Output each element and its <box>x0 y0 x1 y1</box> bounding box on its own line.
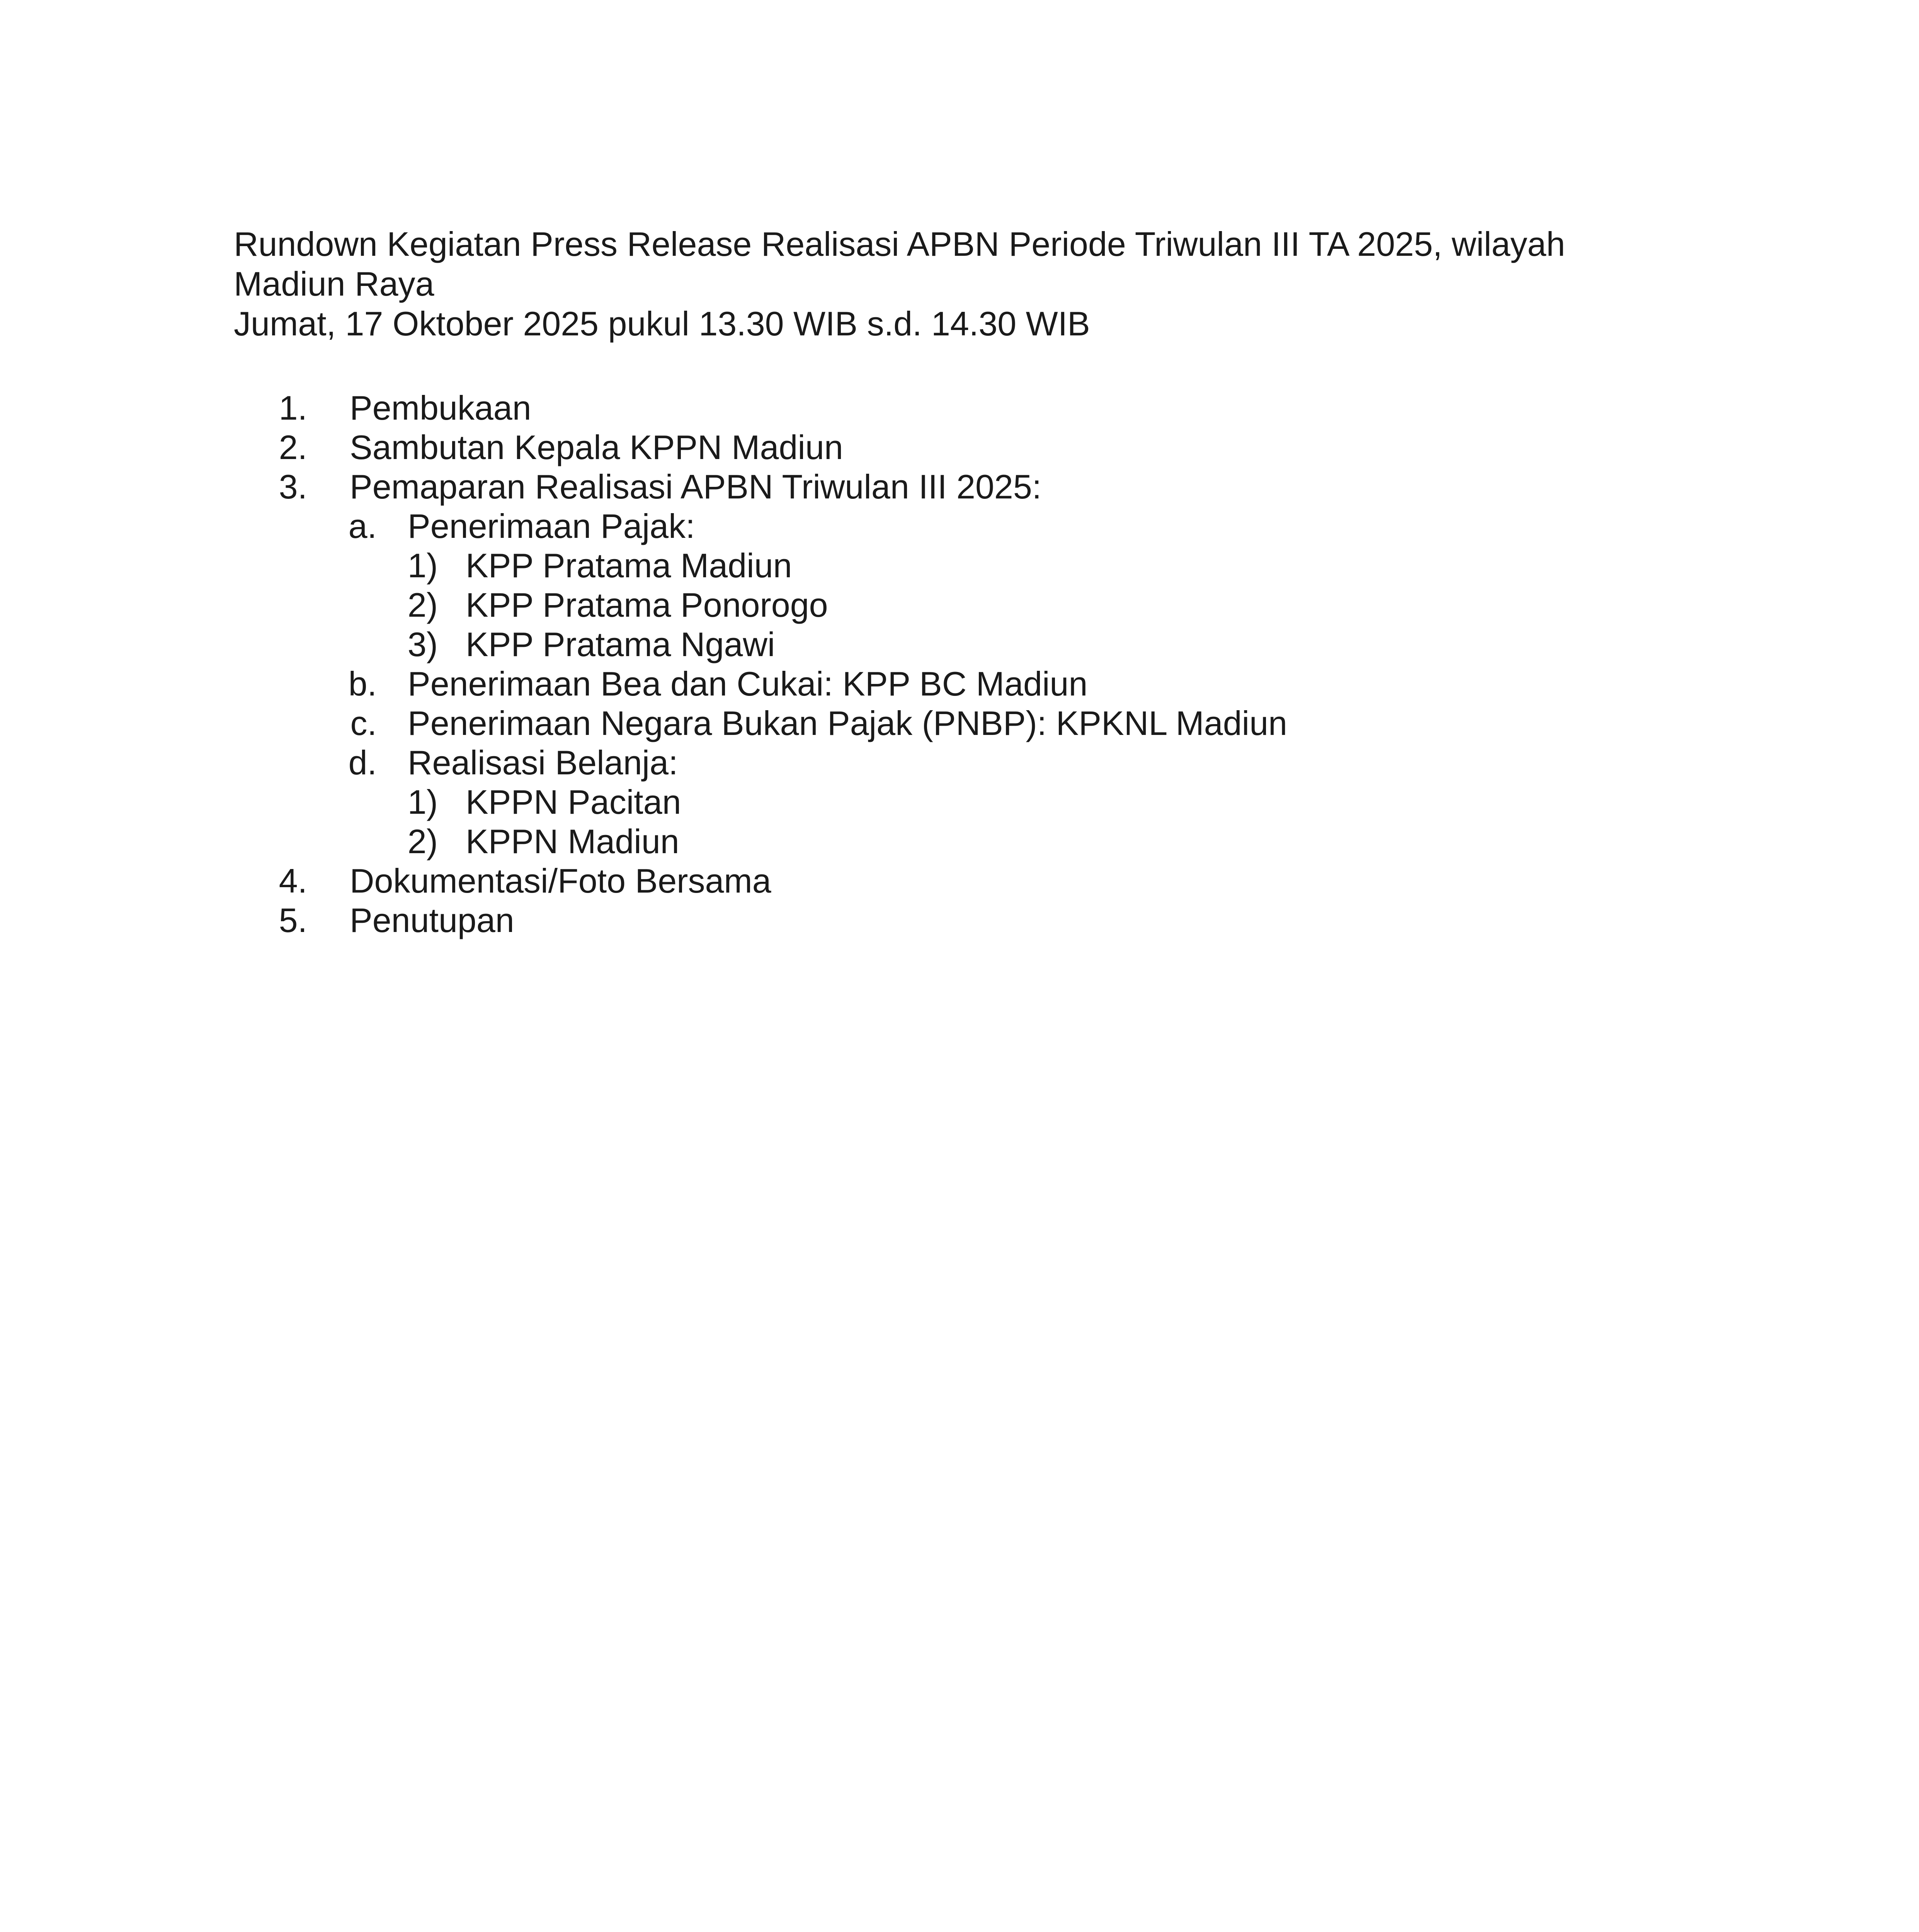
agenda-item <box>234 901 1702 940</box>
agenda-item-text: KPPN Pacitan <box>466 783 681 821</box>
agenda-item-text: Realisasi Belanja: <box>408 743 678 782</box>
agenda-item-marker-text: 3) <box>407 625 438 663</box>
agenda-item-marker-text: 5. <box>279 901 307 939</box>
agenda-item <box>234 546 1702 585</box>
agenda-item-text: Pembukaan <box>350 389 531 427</box>
agenda-item <box>234 428 1702 467</box>
agenda-item <box>234 585 1702 625</box>
agenda-item-marker-text: b. <box>348 665 377 703</box>
agenda-item-text: Sambutan Kepala KPPN Madiun <box>350 428 843 466</box>
agenda-item-text: KPP Pratama Madiun <box>466 546 792 585</box>
document-header <box>234 224 1702 344</box>
agenda-item-text: Penutupan <box>350 901 514 939</box>
agenda-item-marker-text: 4. <box>279 862 307 900</box>
agenda-item <box>234 388 1702 428</box>
agenda-item <box>234 822 1702 861</box>
document-title-line-1: Rundown Kegiatan Press Release Realisasi APBN Periode Triwulan III TA 2025, wilayah <box>234 225 1565 263</box>
agenda-item-text: Penerimaan Bea dan Cukai: KPP BC Madiun <box>408 665 1088 703</box>
agenda-item-text: Pemaparan Realisasi APBN Triwulan III 2025: <box>350 468 1042 506</box>
agenda-item-marker-text: 2) <box>407 822 438 861</box>
agenda-item-text: KPP Pratama Ponorogo <box>466 586 828 624</box>
agenda-item-marker-text: 1) <box>407 546 438 585</box>
agenda-item-marker-text: 2. <box>279 428 307 466</box>
agenda-item-text: KPP Pratama Ngawi <box>466 625 775 663</box>
agenda-item-text: Dokumentasi/Foto Bersama <box>350 862 771 900</box>
agenda-item-marker-text: 2) <box>407 586 438 624</box>
agenda-item <box>234 507 1702 546</box>
agenda-item-text: KPPN Madiun <box>466 822 679 861</box>
agenda-item-text: Penerimaan Negara Bukan Pajak (PNBP): KPKNL Madiun <box>408 704 1288 742</box>
agenda-item <box>234 743 1702 782</box>
event-datetime: Jumat, 17 Oktober 2025 pukul 13.30 WIB s.d. 14.30 WIB <box>234 304 1090 343</box>
agenda-item-marker-text: 3. <box>279 468 307 506</box>
agenda-item-marker-text: 1) <box>407 783 438 821</box>
agenda-list <box>234 388 1702 940</box>
agenda-item-marker-text: c. <box>350 704 377 742</box>
agenda-item <box>234 861 1702 901</box>
agenda-item <box>234 704 1702 743</box>
agenda-item <box>234 625 1702 664</box>
agenda-item-text: Penerimaan Pajak: <box>408 507 695 545</box>
agenda-item <box>234 467 1702 507</box>
agenda-item-marker-text: a. <box>348 507 377 545</box>
agenda-item-marker-text: d. <box>348 743 377 782</box>
agenda-item-marker-text: 1. <box>279 389 307 427</box>
document-title-line-2: Madiun Raya <box>234 265 434 303</box>
document-title <box>234 224 1702 304</box>
agenda-item <box>234 782 1702 822</box>
agenda-item <box>234 664 1702 704</box>
